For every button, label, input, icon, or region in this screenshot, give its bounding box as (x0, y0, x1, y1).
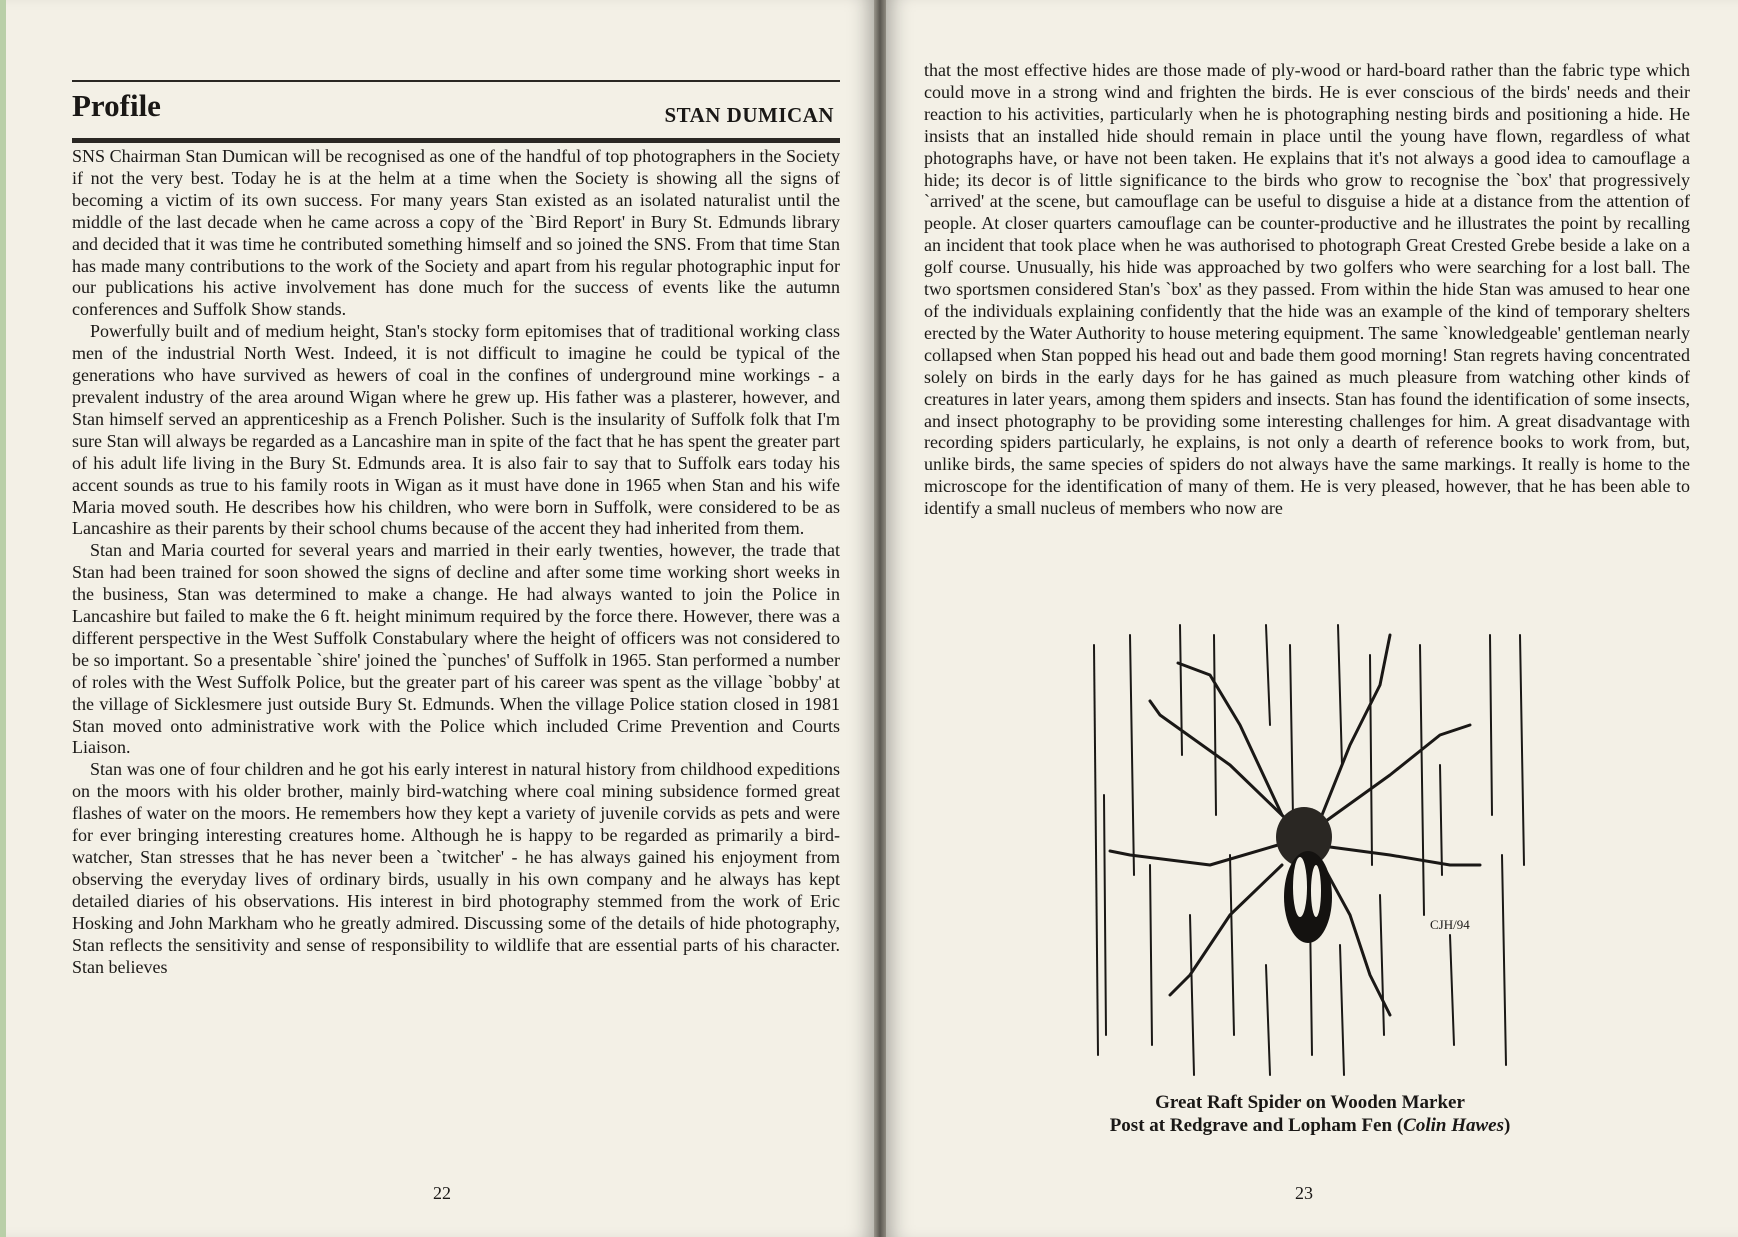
page-number-left: 22 (433, 1183, 451, 1203)
header-rule-thin (72, 80, 840, 82)
spider-illustration (1090, 615, 1530, 1085)
paragraph: Powerfully built and of medium height, Stan's stocky form epitomises that of traditional working class men of the industrial North West. Indeed, it is not difficult to imagine he could be typical of the generations who have survived as hewers of coal in the confines of underground mine workings - a prevalent industry of the area around Wigan where he grew up. His father was a plasterer, however, and Stan himself served an apprenticeship as a French Polisher. Such is the insularity of Suffolk folk that I'm sure Stan will always be regarded as a Lancashire man in spite of the fact that he has spent the greater part of his adult life living in the Bury St. Edmunds area. It is also fair to say that to Suffolk ears today his accent sounds as true to his family roots in Wigan as it must have done in 1965 when Stan and his wife Maria moved south. He describes how his children, who were born in Suffolk, were considered to be as Lancashire as their parents by their school chums because of the accent they had inherited from them. (72, 321, 840, 539)
paragraph: that the most effective hides are those made of ply-wood or hard-board rather than the fabric type which could move in a strong wind and frighten the birds. He is ever conscious of the birds' needs and their reaction to his activities, particularly when he is photographing nesting birds and positioning a hide. He insists that an installed hide should remain in place until the young have flown, regardless of what photographs have, or have not been taken. He explains that it's not always a good idea to camouflage a hide; its decor is of little significance to the birds who grow to recognise the `box' that progressively `arrived' at the scene, but camouflage can be useful to disguise a hide at a distance from the attention of people. At closer quarters camouflage can be counter-productive and he illustrates the point by recalling an incident that took place when he was authorised to photograph Great Crested Grebe beside a lake on a golf course. Unusually, his hide was approached by two golfers who were searching for a lost ball. The two sportsmen considered Stan's `box' as they passed. From within the hide Stan was amused to hear one of the individuals explaining confidently that the hide was an example of the kind of temporary shelters erected by the Water Authority to house metering equipment. The same `knowledgeable' gentleman nearly collapsed when Stan popped his head out and bade them good morning! Stan regrets having concentrated solely on birds in the early days for he has gained as much pleasure from watching other kinds of creatures in later years, among them spiders and insects. Stan has found the identification of some insects, and insect photography to be providing some interesting challenges for him. A great disadvantage with recording spiders particularly, he explains, is not only a dearth of reference books to work from, but, unlike birds, the same species of spiders do not always have the same markings. It really is home to the microscope for the identification of many of them. He is very pleased, however, that he has been able to identify a small nucleus of members who now are (924, 60, 1690, 519)
paragraph: Stan and Maria courted for several years and married in their early twenties, however, the trade that Stan had been trained for soon showed the signs of decline and after some time working short weeks in the business, Stan was determined to make a change. He had always wanted to join the Police in Lancashire but failed to make the 6 ft. height minimum required by the force there. However, there was a different perspective in the West Suffolk Constabulary where the height of officers was not considered to be so important. So a presentable `shire' joined the `punches' of Suffolk in 1965. Stan performed a number of roles with the West Suffolk Police, but the greater part of his career was spent as the village `bobby' at the village of Sicklesmere just outside Bury St. Edmunds. When the village Police station closed in 1981 Stan moved onto administrative work with the Police which included Crime Prevention and Courts Liaison. (72, 540, 840, 758)
author-byline: STAN DUMICAN (664, 103, 834, 127)
section-title: Profile (72, 88, 161, 123)
right-article-body (924, 60, 1690, 520)
page-number-right: 23 (1295, 1183, 1313, 1203)
caption-line-1: Great Raft Spider on Wooden Marker (1155, 1092, 1465, 1113)
paragraph: Stan was one of four children and he got his early interest in natural history from childhood expeditions on the moors with his older brother, mainly bird-watching where coal mining subsidence formed great flashes of water on the moors. He remembers how they kept a variety of juvenile corvids as pets and were for ever bringing interesting creatures home. Although he is happy to be regarded as primarily a bird-watcher, Stan stresses that he has never been a `twitcher' - he has always gained his enjoyment from observing the everyday lives of ordinary birds, usually in his own company and he always has kept detailed diaries of his observations. His interest in bird photography stemmed from the work of Eric Hosking and John Markham who he greatly admired. Discussing some of the details of hide photography, Stan reflects the sensitivity and sense of responsibility to wildlife that are essential parts of his character. Stan believes (72, 759, 840, 977)
figure-caption: Great Raft Spider on Wooden Marker Post at Redgrave and Lopham Fen (Colin Hawes) (1109, 1092, 1511, 1136)
book-gutter (874, 0, 886, 1237)
illustrator-signature: CJH/94 (1430, 917, 1470, 932)
caption-line-2: Post at Redgrave and Lopham Fen (1109, 1115, 1393, 1136)
caption-credit: Colin Hawes (1403, 1115, 1504, 1136)
spider-abdomen (1284, 851, 1332, 943)
left-article-body (72, 146, 840, 978)
abdomen-stripe (1293, 857, 1307, 917)
leg-joints (1178, 635, 1470, 821)
paragraph: SNS Chairman Stan Dumican will be recognised as one of the handful of top photographers in the Society if not the very best. Today he is at the helm at a time when the Society is showing all the signs of becoming a victim of its own success. For many years Stan existed as an isolated naturalist until the middle of the last decade when he came across a copy of the `Bird Report' in Bury St. Edmunds library and decided that it was time he contributed something himself and so joined the SNS. From that time Stan has made many contributions to the work of the Society and apart from his regular photographic input for our publications his active involvement has done much for the success of events like the autumn conferences and Suffolk Show stands. (72, 146, 840, 320)
header-rule-thick (72, 138, 840, 143)
